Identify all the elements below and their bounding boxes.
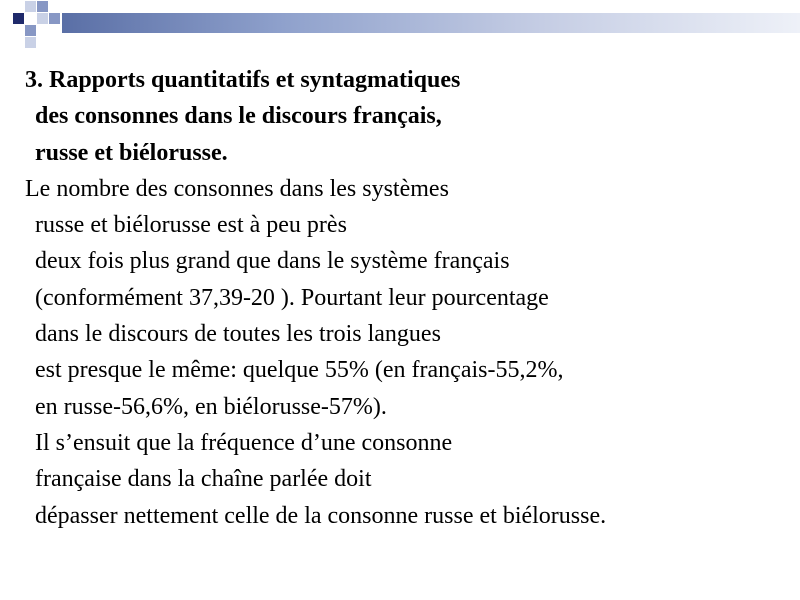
body-line: est presque le même: quelque 55% (en français-55,2%, <box>35 357 564 384</box>
decor-square <box>25 37 36 48</box>
slide-heading-line: des consonnes dans le discours français, <box>35 103 442 130</box>
decor-square <box>37 1 48 12</box>
slide-content <box>25 62 795 534</box>
body-line: en russe-56,6%, en biélorusse-57%). <box>35 393 387 420</box>
body-line: Il s’ensuit que la fréquence d’une consonne <box>35 429 453 456</box>
slide-heading-line: 3. Rapports quantitatifs et syntagmatiques <box>25 67 461 93</box>
decor-square <box>49 13 60 24</box>
slide-heading-line: russe et biélorusse. <box>35 139 228 166</box>
body-line: (conformément 37,39-20 ). Pourtant leur pourcentage <box>35 284 549 311</box>
header-gradient-bar <box>62 13 800 33</box>
decor-square <box>13 13 24 24</box>
decor-square <box>25 25 36 36</box>
body-line: dépasser nettement celle de la consonne russe et biélorusse. <box>35 502 607 529</box>
decor-square <box>25 1 36 12</box>
body-line: Le nombre des consonnes dans les systèmes <box>25 175 449 202</box>
slide-header-decoration <box>0 0 800 50</box>
body-line: dans le discours de toutes les trois langues <box>35 321 441 348</box>
body-line: russe et biélorusse est à peu près <box>35 212 347 239</box>
body-line: française dans la chaîne parlée doit <box>35 466 372 493</box>
body-line: deux fois plus grand que dans le système français <box>35 248 510 275</box>
decor-square <box>37 13 48 24</box>
